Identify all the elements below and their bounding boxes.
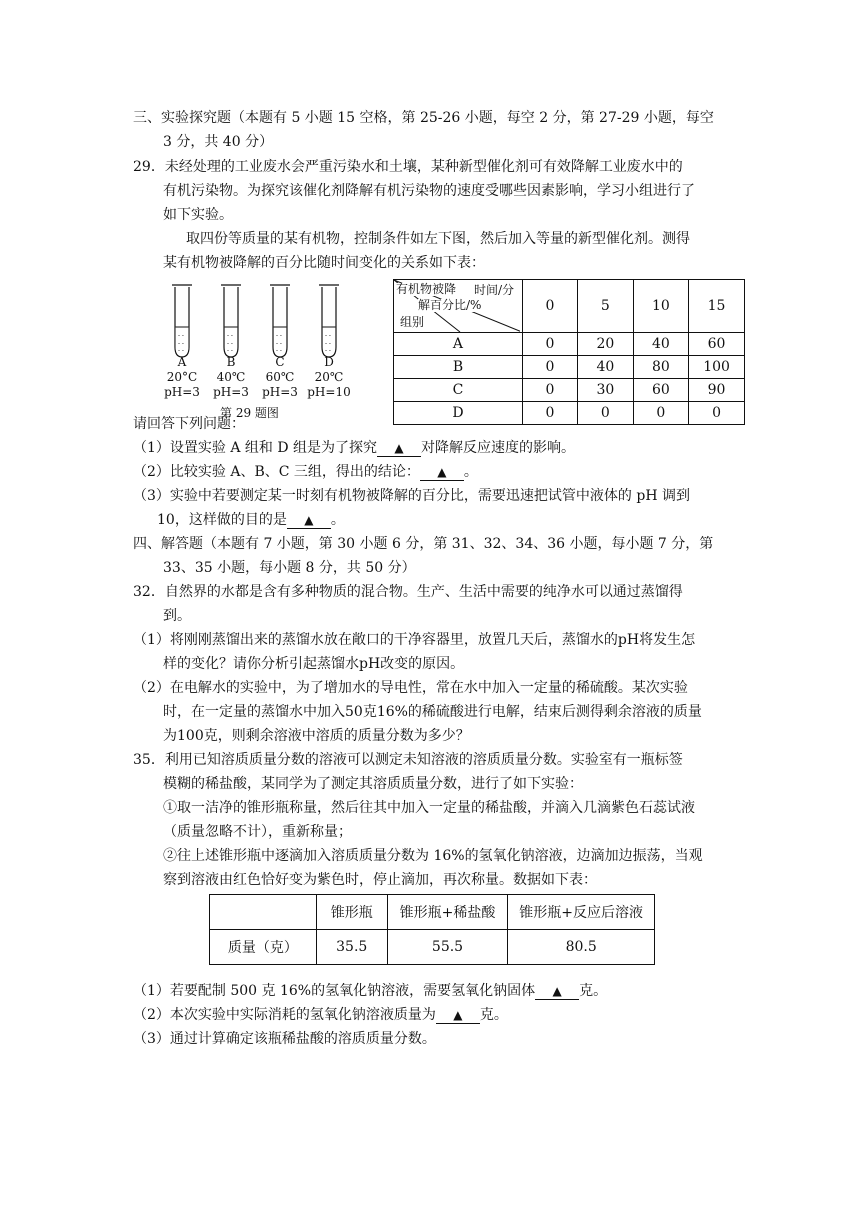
q29-sub3-line2 — [157, 510, 345, 530]
q32-sub1-line2: 样的变化？请你分析引起蒸馏水pH改变的原因。 — [163, 656, 465, 672]
q29-line1: 29．未经处理的工业废水会严重污染水和土壤，某种新型催化剂可有效降解工业废水中的 — [133, 159, 683, 175]
table-cell: 30 — [578, 379, 634, 402]
q29-sub3-text-end: 。 — [330, 512, 345, 528]
svg-text:- -: - - — [276, 347, 282, 354]
tube-a-temp: 20°C — [166, 370, 198, 384]
q29-line4: 取四份等质量的某有机物，控制条件如左下图，然后加入等量的新型催化剂。测得 — [186, 231, 690, 247]
answer-blank: ▲ — [535, 984, 579, 1000]
tube-a-ph: pH=3 — [164, 385, 200, 399]
tube-c-temp: 60℃ — [265, 370, 295, 384]
tube-c-letter: C — [275, 355, 285, 369]
tube-b-temp: 40℃ — [216, 370, 246, 384]
q35-step2-line1: ②往上述锥形瓶中逐滴加入溶质质量分数为 16%的氢氧化钠溶液，边滴加边振荡，当观 — [163, 848, 703, 864]
q32-sub2-line3: 为100克，则剩余溶液中溶质的质量分数为多少？ — [163, 728, 470, 744]
svg-text:- -: - - — [276, 332, 282, 339]
q29-sub1-text-end: 对降解反应速度的影响。 — [421, 440, 576, 456]
svg-text:- -: - - — [325, 347, 331, 354]
svg-text:- -: - - — [276, 340, 282, 347]
time-header: 5 — [578, 280, 634, 333]
tube-a-letter: A — [177, 355, 187, 369]
table-cell: 0 — [522, 333, 577, 356]
corner-label-top: 有机物被降 — [396, 282, 457, 296]
q35-line2: 模糊的稀盐酸，某同学为了测定其溶质质量分数，进行了如下实验： — [163, 776, 583, 792]
table-cell: 40 — [633, 333, 689, 356]
table-header-row — [210, 895, 655, 930]
q35-step1-line2: （质量忽略不计），重新称量； — [163, 824, 352, 840]
answer-blank: ▲ — [377, 441, 421, 457]
svg-text:- -: - - — [325, 332, 331, 339]
q35-sub3: （3）通过计算确定该瓶稀盐酸的溶质质量分数。 — [133, 1031, 436, 1047]
tube-d-ph: pH=10 — [307, 385, 351, 399]
section3-heading-cont: 3 分，共 40 分） — [163, 134, 274, 150]
q35-sub2-text-end: 克。 — [479, 1007, 508, 1023]
table-cell: 60 — [689, 333, 745, 356]
svg-text:- -: - - — [227, 332, 233, 339]
q29-line5: 某有机物被降解的百分比随时间变化的关系如下表： — [163, 255, 485, 271]
q32-sub1-line1: （1）将刚刚蒸馏出来的蒸馏水放在敞口的干净容器里，放置几天后，蒸馏水的pH将发生怎 — [133, 632, 696, 648]
tube-b-letter: B — [226, 355, 236, 369]
corner-label-time: 时间/分 — [474, 283, 515, 297]
test-tube-d — [319, 285, 339, 357]
table-cell: 100 — [689, 356, 745, 379]
figure-caption: 第 29 题图 — [220, 406, 279, 420]
table-row — [394, 402, 745, 425]
tube-c-ph: pH=3 — [262, 385, 298, 399]
answer-blank: ▲ — [436, 1008, 480, 1024]
tube-a-label — [158, 355, 206, 400]
q32-line2: 到。 — [163, 608, 191, 624]
answer-blank: ▲ — [420, 465, 464, 481]
q29-sub2 — [133, 462, 478, 482]
table-header: 锥形瓶+稀盐酸 — [387, 895, 508, 930]
table-header-row — [394, 280, 745, 333]
tube-b-ph: pH=3 — [213, 385, 249, 399]
q29-sub1 — [133, 438, 575, 458]
table-cell: 0 — [578, 402, 634, 425]
svg-text:- -: - - — [227, 340, 233, 347]
group-label: A — [394, 333, 523, 356]
section3-heading: 三、实验探究题（本题有 5 小题 15 空格，第 25-26 小题，每空 2 分，第 27-29 小题，每空 — [133, 110, 714, 126]
table-cell: 0 — [522, 379, 577, 402]
q29-line2: 有机污染物。为探究该催化剂降解有机污染物的速度受哪些因素影响，学习小组进行了 — [163, 183, 695, 199]
corner-label-mid: 解百分比/% — [418, 298, 482, 312]
q29-sub2-text-end: 。 — [463, 464, 478, 480]
svg-text:- -: - - — [178, 332, 184, 339]
table-cell: 60 — [633, 379, 689, 402]
group-label: C — [394, 379, 523, 402]
table-cell: 20 — [578, 333, 634, 356]
table-cell: 0 — [522, 356, 577, 379]
time-header: 10 — [633, 280, 689, 333]
table-header: 锥形瓶 — [316, 895, 387, 930]
table-cell: 0 — [633, 402, 689, 425]
q35-sub1-text: （1）若要配制 500 克 16%的氢氧化钠溶液，需要氢氧化钠固体 — [133, 983, 536, 999]
time-header: 15 — [689, 280, 745, 333]
q32-sub2-line1: （2）在电解水的实验中，为了增加水的导电性，常在水中加入一定量的稀硫酸。某次实验 — [133, 680, 688, 696]
table-cell: 35.5 — [316, 930, 387, 965]
test-tubes-drawing — [160, 283, 380, 363]
q29-sub3-line1: （3）实验中若要测定某一时刻有机物被降解的百分比，需要迅速把试管中液体的 pH 调到 — [133, 488, 690, 504]
svg-text:- -: - - — [178, 347, 184, 354]
q29-prompt: 请回答下列问题： — [133, 416, 245, 432]
row-label: 质量（克） — [210, 930, 317, 965]
table-row — [394, 333, 745, 356]
q35-sub1-text-end: 克。 — [579, 983, 608, 999]
table-cell: 0 — [522, 402, 577, 425]
test-tube-b — [221, 285, 241, 357]
table-row — [394, 356, 745, 379]
answer-blank: ▲ — [287, 513, 331, 529]
table-cell: 0 — [689, 402, 745, 425]
group-label: B — [394, 356, 523, 379]
q35-step1-line1: ①取一洁净的锥形瓶称量，然后往其中加入一定量的稀盐酸，并滴入几滴紫色石蕊试液 — [163, 800, 695, 816]
q35-sub2 — [133, 1005, 508, 1025]
group-label: D — [394, 402, 523, 425]
section4-heading: 四、解答题（本题有 7 小题，第 30 小题 6 分，第 31、32、34、36 小题，每小题 7 分，第 — [133, 536, 714, 552]
table-cell: 80.5 — [508, 930, 655, 965]
corner-label-group: 组别 — [400, 315, 425, 329]
table-cell: 40 — [578, 356, 634, 379]
q29-line3: 如下实验。 — [163, 207, 233, 223]
q35-step2-line2: 察到溶液由红色恰好变为紫色时，停止滴加，再次称量。数据如下表： — [163, 872, 597, 888]
tube-d-label — [305, 355, 353, 400]
table-row — [210, 930, 655, 965]
q35-sub2-text: （2）本次实验中实际消耗的氢氧化钠溶液质量为 — [133, 1007, 436, 1023]
svg-text:- -: - - — [178, 340, 184, 347]
q29-sub2-text: （2）比较实验 A、B、C 三组，得出的结论： — [133, 464, 420, 480]
test-tube-c — [270, 285, 290, 357]
q35-line1: 35．利用已知溶质质量分数的溶液可以测定未知溶液的溶质质量分数。实验室有一瓶标签 — [133, 752, 683, 768]
svg-text:- -: - - — [227, 347, 233, 354]
tube-d-temp: 20℃ — [314, 370, 344, 384]
table-cell: 80 — [633, 356, 689, 379]
table-cell: 90 — [689, 379, 745, 402]
table-row — [394, 379, 745, 402]
q29-sub3-text: 10，这样做的目的是 — [157, 512, 287, 528]
tube-b-label — [207, 355, 255, 400]
time-header: 0 — [522, 280, 577, 333]
q35-mass-table — [209, 894, 655, 965]
q32-line1: 32．自然界的水都是含有多种物质的混合物。生产、生活中需要的纯净水可以通过蒸馏得 — [133, 584, 683, 600]
tube-d-letter: D — [324, 355, 334, 369]
q32-sub2-line2: 时，在一定量的蒸馏水中加入50克16%的稀硫酸进行电解，结束后测得剩余溶液的质量 — [163, 704, 702, 720]
q35-sub1 — [133, 981, 607, 1001]
table-corner-cell — [394, 280, 523, 333]
table-cell: 55.5 — [387, 930, 508, 965]
test-tube-figure — [160, 283, 380, 423]
tube-c-label — [256, 355, 304, 400]
section4-heading-cont: 33、35 小题，每小题 8 分，共 50 分） — [163, 560, 416, 576]
svg-text:- -: - - — [325, 340, 331, 347]
table-header: 锥形瓶+反应后溶液 — [508, 895, 655, 930]
table-header-empty — [210, 895, 317, 930]
test-tube-a — [172, 285, 192, 357]
q29-sub1-text: （1）设置实验 A 组和 D 组是为了探究 — [133, 440, 378, 456]
q29-data-table — [393, 279, 745, 425]
